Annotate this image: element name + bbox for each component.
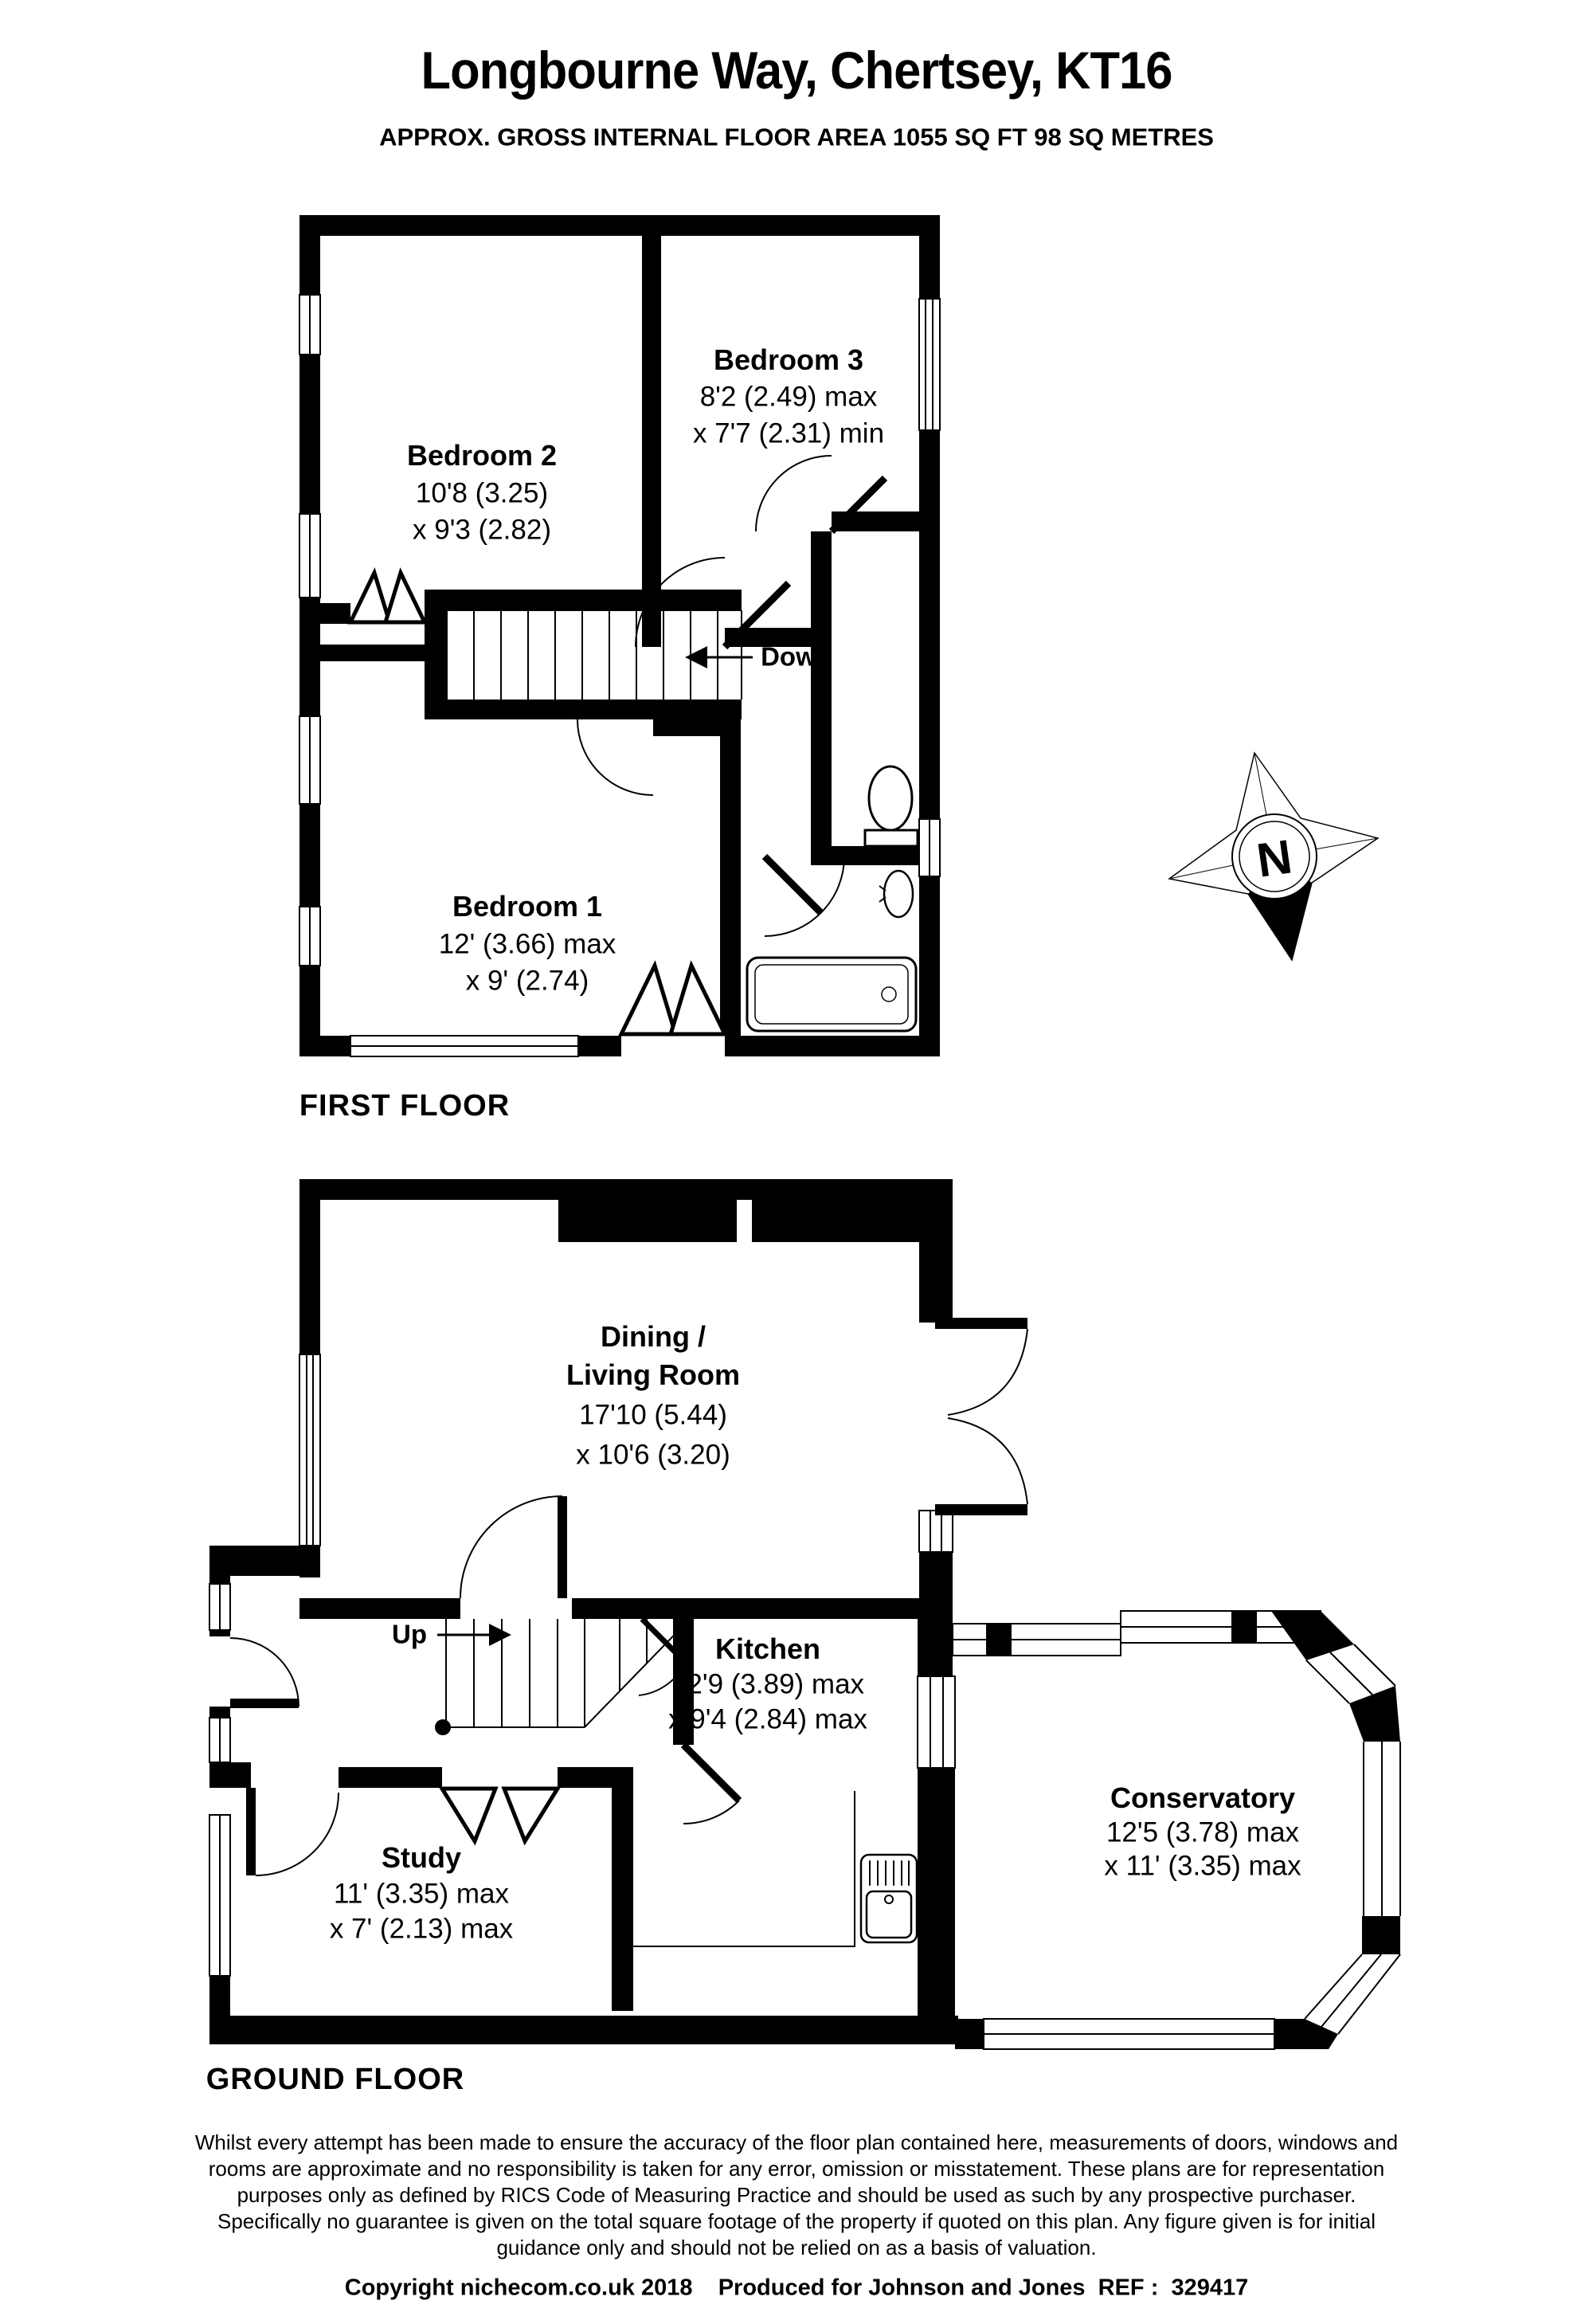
toilet-icon [865, 766, 918, 846]
chimney-breast [558, 1200, 737, 1242]
conservatory-dim2: x 11' (3.35) max [1104, 1850, 1301, 1882]
ground-floor-walls [209, 1179, 958, 2044]
compass-north-letter: N [1253, 829, 1296, 888]
down-stairs-label: Down [761, 641, 832, 672]
bedroom2-dim1: 10'8 (3.25) [415, 477, 549, 509]
floor-area-subtitle: APPROX. GROSS INTERNAL FLOOR AREA 1055 SQ FT 98 SQ METRES [379, 123, 1214, 151]
study-name: Study [381, 1841, 462, 1874]
dining-living-dim2: x 10'6 (3.20) [576, 1439, 730, 1471]
bedroom3-name: Bedroom 3 [713, 343, 864, 376]
bedroom1-name: Bedroom 1 [452, 890, 603, 923]
bedroom2-dim2: x 9'3 (2.82) [413, 514, 551, 546]
up-stairs-label: Up [392, 1619, 427, 1649]
newel-post [435, 1719, 451, 1735]
french-doors [935, 1318, 1027, 1515]
kitchen-name: Kitchen [714, 1632, 821, 1665]
disclaimer-line-2: rooms are approximate and no responsibility is taken for any error, omission or misstatement. These plans are for representation [208, 2157, 1385, 2181]
front-door-arc [230, 1638, 299, 1707]
kitchen-dim1: 12'9 (3.89) max [671, 1668, 865, 1700]
copyright-line: Copyright nichecom.co.uk 2018 Produced for Johnson and Jones REF : 329417 [344, 2275, 1249, 2301]
disclaimer-line-5: guidance only and should not be relied on as a basis of valuation. [496, 2236, 1097, 2259]
down-arrow-icon [685, 646, 753, 668]
study-dim2: x 7' (2.13) max [329, 1913, 514, 1945]
bedroom2-name: Bedroom 2 [406, 439, 558, 472]
conservatory-name: Conservatory [1110, 1781, 1296, 1814]
ground-floor-stairs [435, 1619, 690, 1735]
dining-living-name1: Dining / [601, 1320, 706, 1353]
disclaimer-line-3: purposes only as defined by RICS Code of Measuring Practice and should be used as such by any prospective purchaser. [237, 2183, 1356, 2207]
study-dim1: 11' (3.35) max [333, 1878, 510, 1910]
disclaimer-line-4: Specifically no guarantee is given on the total square footage of the property if quoted on this plan. Any figure given is for initial [217, 2209, 1376, 2233]
dining-living-name2: Living Room [566, 1358, 740, 1391]
conservatory-dim1: 12'5 (3.78) max [1106, 1816, 1300, 1848]
bedroom3-dim2: x 7'7 (2.31) min [692, 417, 885, 449]
front-door-leaf [230, 1699, 299, 1708]
first-floor-walls [299, 215, 940, 1056]
first-floor-plan [299, 215, 940, 1056]
page-title: Longbourne Way, Chertsey, KT16 [421, 41, 1172, 100]
kitchen-dim2: x 9'4 (2.84) max [668, 1703, 867, 1735]
first-floor-label: FIRST FLOOR [299, 1089, 511, 1123]
ground-floor-label: GROUND FLOOR [205, 2063, 465, 2096]
study-casement-icon [442, 1789, 558, 1841]
bedroom1-dim1: 12' (3.66) max [438, 928, 616, 960]
bedroom3-dim1: 8'2 (2.49) max [699, 381, 878, 413]
bath-icon [747, 958, 916, 1031]
dining-living-dim1: 17'10 (5.44) [579, 1399, 727, 1431]
kitchen-floor-line [633, 1791, 855, 1946]
sink-icon [879, 871, 913, 917]
bedroom1-dim2: x 9' (2.74) [465, 965, 589, 997]
kitchen-sink-unit-icon [861, 1855, 917, 1942]
disclaimer-line-1: Whilst every attempt has been made to ensure the accuracy of the floor plan contained here, measurements of doors, windows and [194, 2130, 1399, 2154]
